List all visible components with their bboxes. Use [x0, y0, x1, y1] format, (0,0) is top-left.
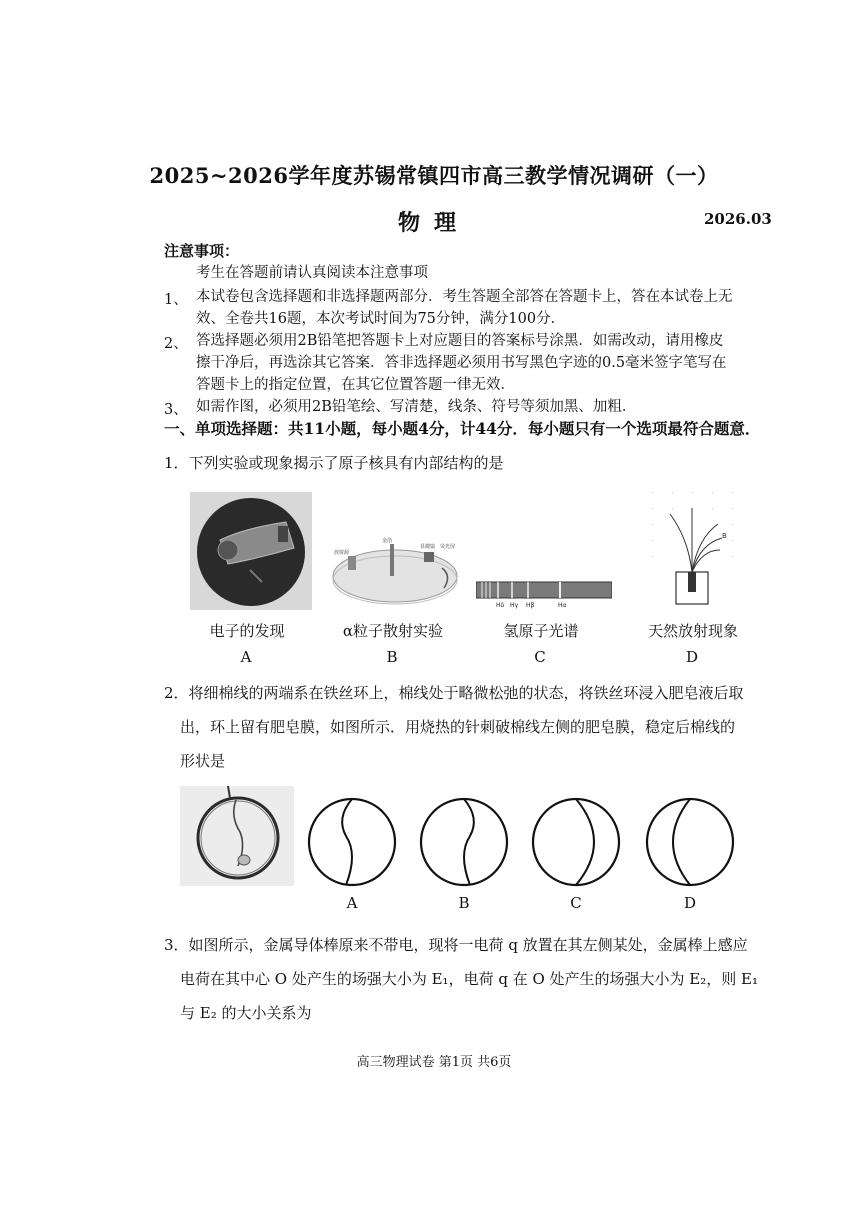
q2-diagram-b: [418, 796, 510, 888]
notice-1-line-1: 本试卷包含选择题和非选择题两部分．考生答题全部答在答题卡上，答在本试卷上无: [196, 289, 733, 305]
svg-text:金箔: 金箔: [382, 538, 393, 544]
svg-text:·: ·: [732, 538, 734, 544]
q1-caption-c: 氢原子光谱: [503, 622, 579, 640]
svg-text:·: ·: [732, 490, 734, 496]
q2-diagram-c: [530, 796, 622, 888]
q2-line-1: 2．将细棉线的两端系在铁丝环上，棉线处于略微松弛的状态，将铁丝环浸入肥皂液后取: [164, 684, 744, 702]
notice-intro: 考生在答题前请认真阅读本注意事项: [196, 265, 428, 281]
page-footer: 高三物理试卷 第1页 共6页: [356, 1055, 512, 1070]
svg-text:Hγ: Hγ: [510, 602, 519, 609]
q2-line-3: 形状是: [180, 752, 226, 770]
q1-option-a: A: [240, 648, 252, 666]
soap-film-photo: [180, 786, 294, 886]
q1-stem: 1．下列实验或现象揭示了原子核具有内部结构的是: [164, 454, 504, 472]
q1-option-d: D: [685, 648, 699, 666]
electron-discovery-photo: [190, 492, 312, 610]
svg-text:·: ·: [652, 506, 654, 512]
q2-option-a: A: [346, 894, 358, 912]
notice-num-1: 1、: [164, 292, 188, 308]
svg-text:·: ·: [652, 490, 654, 496]
svg-text:荧光屏: 荧光屏: [440, 544, 456, 550]
q3-line-3: 与 E₂ 的大小关系为: [180, 1004, 312, 1022]
svg-text:·: ·: [652, 554, 654, 560]
exam-date: 2026.03: [704, 210, 772, 228]
q2-option-d: D: [683, 894, 697, 912]
notice-2-line-2: 擦干净后，再选涂其它答案．答非选择题必须用书写黑色字迹的0.5毫米签字笔写在: [196, 355, 727, 371]
svg-text:·: ·: [692, 490, 694, 496]
q1-option-c: C: [534, 648, 546, 666]
svg-text:B: B: [722, 532, 727, 540]
notice-heading: 注意事项：: [164, 242, 240, 260]
q1-option-b: B: [386, 648, 398, 666]
q2-diagram-a: [306, 796, 398, 888]
subject-title: 物理: [397, 210, 470, 236]
q3-line-1: 3．如图所示，金属导体棒原来不带电，现将一电荷 q 放置在其左侧某处，金属棒上感应: [164, 936, 748, 954]
svg-text:Hδ: Hδ: [496, 602, 505, 609]
svg-text:·: ·: [732, 506, 734, 512]
svg-text:·: ·: [672, 490, 674, 496]
notice-num-3: 3、: [164, 402, 188, 418]
notice-1-line-2: 效、全卷共16题，本次考试时间为75分钟，满分100分．: [196, 311, 566, 327]
svg-text:Hα: Hα: [558, 602, 567, 609]
section-heading: 一、单项选择题：共11小题，每小题4分，计44分．每小题只有一个选项最符合题意．: [164, 419, 761, 438]
svg-text:Hβ: Hβ: [526, 602, 535, 609]
notice-2-line-3: 答题卡上的指定位置，在其它位置答题一律无效．: [196, 377, 515, 393]
q3-line-2: 电荷在其中心 O 处产生的场强大小为 E₁，电荷 q 在 O 处产生的场强大小为 E₂，则 E₁: [180, 970, 759, 988]
q1-caption-a: 电子的发现: [209, 622, 285, 640]
svg-text:·: ·: [712, 506, 714, 512]
svg-text:放射源: 放射源: [334, 550, 350, 556]
svg-text:显微镜: 显微镜: [420, 544, 436, 550]
svg-text:·: ·: [732, 522, 734, 528]
alpha-scattering-diagram: [330, 532, 460, 607]
radioactivity-diagram: [648, 488, 740, 608]
notice-num-2: 2、: [164, 336, 188, 352]
notice-3-line-1: 如需作图，必须用2B铅笔绘、写清楚，线条、符号等须加黑、加粗．: [196, 399, 637, 415]
q2-option-c: C: [570, 894, 582, 912]
svg-text:·: ·: [712, 490, 714, 496]
q1-caption-d: 天然放射现象: [647, 622, 738, 640]
q2-line-2: 出，环上留有肥皂膜，如图所示．用烧热的针刺破棉线左侧的肥皂膜，稳定后棉线的: [180, 718, 736, 736]
notice-2-line-1: 答选择题必须用2B铅笔把答题卡上对应题目的答案标号涂黑．如需改动，请用橡皮: [196, 333, 724, 349]
q1-caption-b: α粒子散射实验: [342, 622, 444, 640]
q2-diagram-d: [644, 796, 736, 888]
svg-text:·: ·: [732, 554, 734, 560]
svg-text:·: ·: [652, 522, 654, 528]
svg-text:·: ·: [672, 506, 674, 512]
q2-option-b: B: [458, 894, 470, 912]
exam-title: 2025~2026学年度苏锡常镇四市高三教学情况调研（一）: [149, 163, 719, 188]
hydrogen-spectrum-diagram: [476, 580, 612, 610]
svg-text:·: ·: [652, 538, 654, 544]
